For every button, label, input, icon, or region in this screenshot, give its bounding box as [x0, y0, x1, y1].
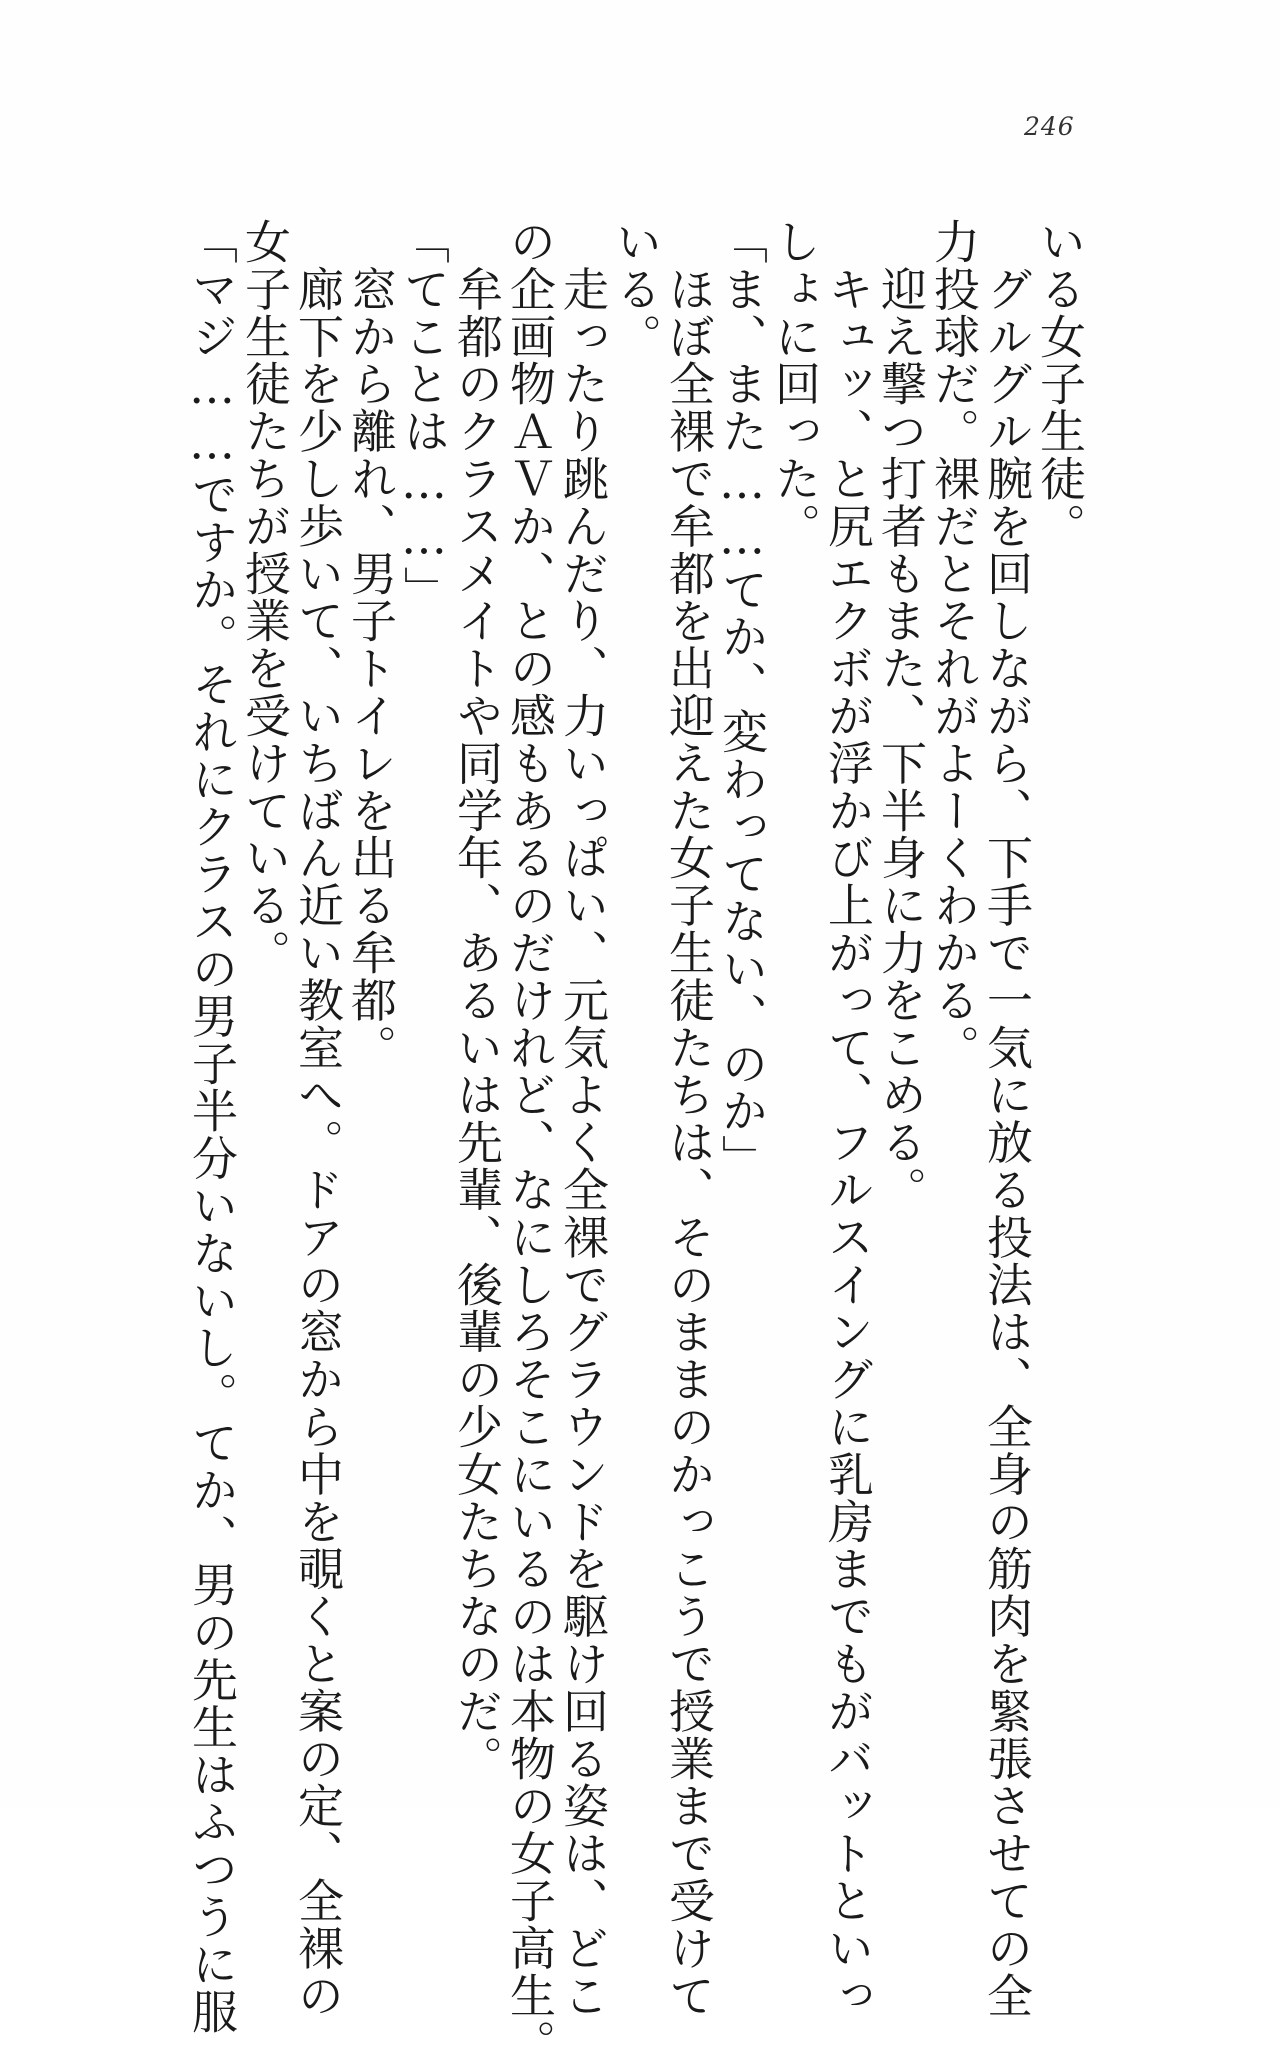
text-line-9: いる。 — [609, 218, 663, 361]
text-line-4: 迎え撃つ打者もまた、下半身に力をこめる。 — [874, 218, 928, 1214]
text-line-16: 女子生徒たちが授業を受けている。 — [238, 218, 292, 977]
text-line-11: の企画物ＡＶか、との感もあるのだけれど、なにしろそこにいるのは本物の女子高生。 — [503, 218, 557, 2067]
text-line-1: いる女子生徒。 — [1033, 218, 1087, 550]
text-line-13: 「てことは……」 — [397, 218, 451, 614]
text-line-5: キュッ、と尻エクボが浮かび上がって、フルスイングに乳房までもがバットといっ — [821, 218, 875, 2020]
text-line-14: 窓から離れ、男子トイレを出る牟都。 — [344, 218, 398, 1072]
text-line-15: 廊下を少し歩いて、いちばん近い教室へ。ドアの窓から中を覗くと案の定、全裸の — [291, 218, 345, 2020]
page-number: 246 — [1024, 112, 1075, 141]
text-line-6: しょに回った。 — [768, 218, 822, 550]
text-line-7: 「ま、また……てか、変わってない、のか」 — [715, 218, 769, 1182]
text-line-8: ほぼ全裸で牟都を出迎えた女子生徒たちは、そのままのかっこうで授業まで受けて — [662, 218, 716, 2020]
text-line-3: 力投球だ。裸だとそれがよーくわかる。 — [927, 218, 981, 1072]
text-line-17: 「マジ……ですか。それにクラスの男子半分いないし。てか、男の先生はふつうに服 — [185, 218, 239, 2036]
text-line-10: 走ったり跳んだり、力いっぱい、元気よく全裸でグラウンドを駆け回る姿は、どこ — [556, 218, 610, 2020]
text-line-12: 牟都のクラスメイトや同学年、あるいは先輩、後輩の少女たちなのだ。 — [450, 218, 504, 1783]
text-line-2: グルグル腕を回しながら、下手で一気に放る投法は、全身の筋肉を緊張させての全 — [980, 218, 1034, 2020]
